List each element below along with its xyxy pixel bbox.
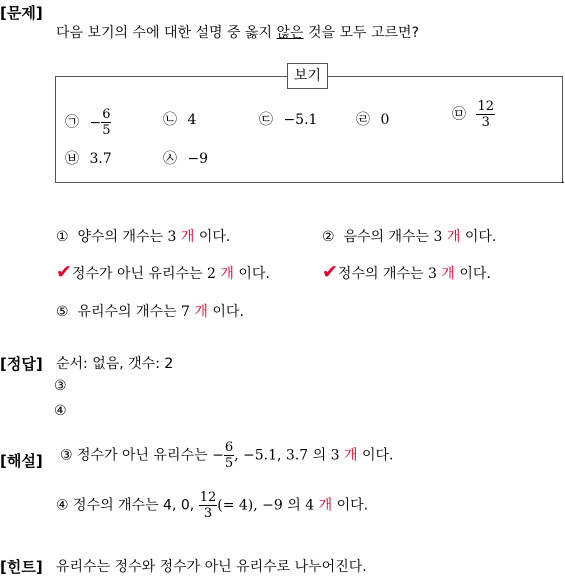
explanation-line-1: ③ 정수가 아닌 유리수는 − $\frac{6}{5}$ , −5.1, 3.7 의 3 개 이다. xyxy=(60,440,394,471)
answer-item-2: ④ xyxy=(54,403,67,419)
option-2[interactable]: ② 음수의 개수는 3 개 이다. xyxy=(322,229,497,245)
problem-label: [문제] xyxy=(0,4,43,22)
option-3[interactable]: ✔정수가 아닌 유리수는 2 개 이다. xyxy=(56,261,270,283)
box-item-7: ㉦ −9 xyxy=(163,151,209,167)
box-dot: . xyxy=(561,172,565,186)
explanation-line-2: ④ 정수의 개수는 4, 0, $\frac{12}{3}$ (= 4), −9 의 4 개 이다. xyxy=(56,490,369,521)
answer-summary: 순서: 없음, 갯수: 2 xyxy=(56,356,174,372)
option-4[interactable]: ✔정수의 개수는 3 개 이다. xyxy=(322,261,491,283)
hint-label: [힌트] xyxy=(0,558,43,576)
fraction: $\frac{6}{5}$ xyxy=(102,107,111,138)
hint-text: 유리수는 정수와 정수가 아닌 유리수로 나누어진다. xyxy=(56,559,367,575)
question-pre: 다음 보기의 수에 대한 설명 중 옳지 xyxy=(56,25,277,41)
question-underlined: 않은 xyxy=(276,25,304,41)
example-box-title: 보기 xyxy=(287,63,328,89)
question-post: 것을 모두 고르면? xyxy=(303,25,420,41)
option-1[interactable]: ① 양수의 개수는 3 개 이다. xyxy=(56,229,231,245)
fraction: $\frac{12}{3}$ xyxy=(199,490,217,521)
box-item-5: ㉤ $\frac{12}{3}$ xyxy=(452,99,494,130)
answer-label: [정답] xyxy=(0,355,43,373)
answer-item-1: ③ xyxy=(54,378,67,394)
option-5[interactable]: ⑤ 유리수의 개수는 7 개 이다. xyxy=(56,304,244,320)
explanation-label: [해설] xyxy=(0,452,43,470)
fraction: $\frac{12}{3}$ xyxy=(477,99,494,130)
box-item-6: ㉥ 3.7 xyxy=(65,151,112,167)
question-text xyxy=(56,22,419,42)
fraction: $\frac{6}{5}$ xyxy=(224,440,234,471)
box-item-2: ㉡ 4 xyxy=(163,112,197,128)
box-item-1: ㉠ − $\frac{6}{5}$ xyxy=(65,107,111,138)
checkmark-icon: ✔ xyxy=(322,261,338,283)
checkmark-icon: ✔ xyxy=(56,261,72,283)
box-item-3: ㉢ −5.1 xyxy=(259,112,318,128)
box-item-4: ㉣ 0 xyxy=(356,112,390,128)
